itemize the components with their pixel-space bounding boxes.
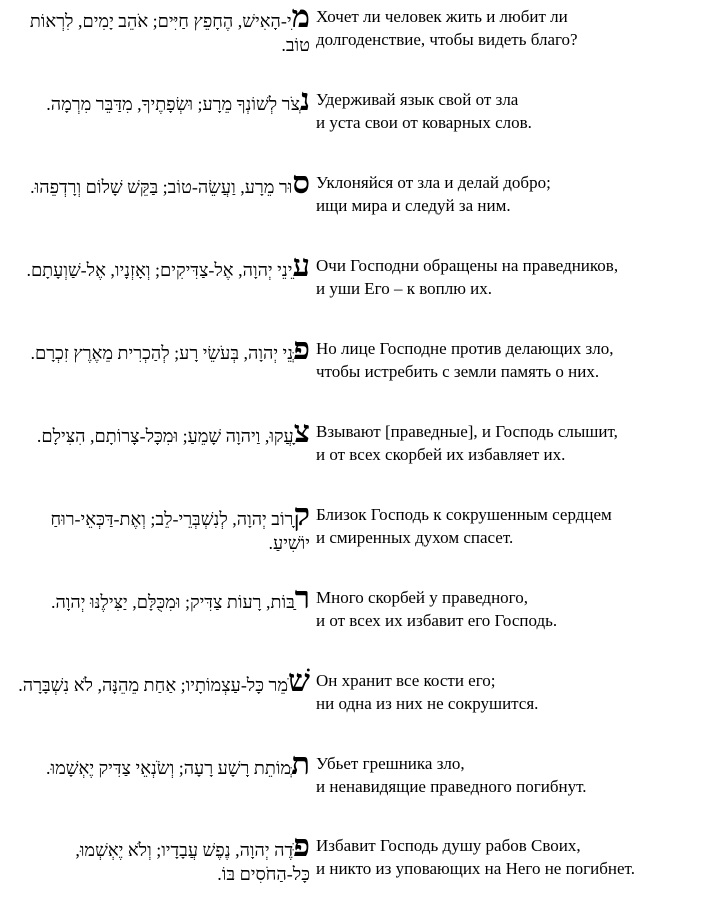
russian-line: Очи Господни обращены на праведников, [316, 256, 619, 275]
russian-line: и от всех их избавит его Господь. [316, 611, 558, 630]
verse-row [0, 248, 701, 336]
russian-line: и ненавидящие праведного погибнут. [316, 777, 587, 796]
russian-line: и уши Его – к воплю их. [316, 279, 493, 298]
hebrew-text: ֹּדֶה יְהוָה, נֶפֶשׁ עֲבָדָיו; וְלֹא יֶאְשְׁמוּ, כָּל-הַחֹסִים בּוֹ. [75, 840, 310, 884]
hebrew-initial-letter: מ [291, 0, 310, 34]
verse-row [0, 331, 701, 419]
hebrew-initial-letter: ע [292, 248, 310, 283]
hebrew-initial-letter: ת [291, 746, 310, 781]
russian-verse [316, 337, 701, 383]
russian-line: ищи мира и следуй за ним. [316, 196, 511, 215]
hebrew-text: ָרוֹב יְהוָה, לְנִשְׁבְּרֵי-לֵב; וְאֶת-דַּכְּאֵי-רוּחַ יוֹשִׁיעַ. [50, 509, 310, 553]
hebrew-verse [14, 331, 310, 366]
russian-verse [316, 420, 701, 466]
verse-row [0, 165, 701, 253]
russian-line: Убьет грешника зло, [316, 754, 465, 773]
russian-line: Близок Господь к сокрушенным сердцем [316, 505, 612, 524]
russian-line: и от всех скорбей их избавляет их. [316, 445, 566, 464]
hebrew-text: ֵינֵי יְהוָה, אֶל-צַדִּיקִים; וְאָזְנָיו, אֶל-שַׁוְעָתָם. [26, 260, 293, 280]
hebrew-text: ְּנֵי יְהוָה, בְּעֹשֵׂי רָע; לְהַכְרִית מֵאֶרֶץ זִכְרָם. [30, 343, 294, 363]
verse-row [0, 0, 701, 87]
russian-line: чтобы истребить с земли память о них. [316, 362, 600, 381]
russian-verse [316, 669, 701, 715]
russian-verse [316, 834, 701, 880]
hebrew-text: וּר מֵרָע, וַעֲשֵׂה-טוֹב; בַּקֵּשׁ שָׁלוֹם וְרָדְפֵהוּ. [30, 177, 293, 197]
russian-verse [316, 88, 701, 134]
hebrew-verse [14, 580, 310, 615]
hebrew-initial-letter: ר [294, 580, 310, 615]
hebrew-verse [14, 828, 310, 886]
verse-row [0, 580, 701, 668]
hebrew-initial-letter: פ [293, 331, 310, 366]
hebrew-text: ִי-הָאִישׁ, הֶחָפֵץ חַיִּים; אֹהֵב יָמִים, לִרְאוֹת טוֹב. [29, 11, 310, 55]
russian-line: Хочет ли человек жить и любит ли [316, 7, 568, 26]
hebrew-initial-letter: ס [292, 165, 310, 200]
hebrew-initial-letter: פ [293, 828, 310, 863]
verse-row [0, 746, 701, 834]
russian-line: Уклоняйся от зла и делай добро; [316, 173, 551, 192]
hebrew-initial-letter: צ [293, 414, 310, 449]
hebrew-verse [14, 663, 310, 698]
verse-row [0, 497, 701, 585]
verse-row [0, 82, 701, 170]
hebrew-initial-letter: שׁ [288, 663, 310, 698]
hebrew-text: ֹמֵר כָּל-עַצְמוֹתָיו; אַחַת מֵהֵנָּה, לֹא נִשְׁבָּרָה. [18, 675, 289, 695]
russian-line: Но лице Господне против делающих зло, [316, 339, 614, 358]
hebrew-verse [14, 82, 310, 117]
russian-line: Взывают [праведные], и Господь слышит, [316, 422, 618, 441]
verse-row [0, 663, 701, 751]
russian-verse [316, 254, 701, 300]
verse-row [0, 414, 701, 502]
verse-row [0, 828, 701, 916]
russian-line: ни одна из них не сокрушится. [316, 694, 539, 713]
hebrew-verse [14, 414, 310, 449]
russian-line: и никто из уповающих на Него не погибнет. [316, 859, 635, 878]
russian-line: Удерживай язык свой от зла [316, 90, 519, 109]
russian-verse [316, 752, 701, 798]
hebrew-verse [14, 497, 310, 555]
hebrew-verse [14, 0, 310, 57]
russian-verse [316, 586, 701, 632]
hebrew-verse [14, 165, 310, 200]
russian-verse [316, 5, 701, 51]
hebrew-text: ְּמוֹתֵת רָשָׁע רָעָה; וְשֹׂנְאֵי צַדִּיק יֶאְשָׁמוּ. [46, 758, 292, 778]
hebrew-text: ַבּוֹת, רָעוֹת צַדִּיק; וּמִכֻּלָּם, יַצִּילֶנּוּ יְהוָה. [50, 592, 295, 612]
hebrew-verse [14, 248, 310, 283]
russian-line: Много скорбей у праведного, [316, 588, 528, 607]
russian-line: Он хранит все кости его; [316, 671, 496, 690]
russian-verse [316, 503, 701, 549]
russian-line: Избавит Господь душу рабов Своих, [316, 836, 581, 855]
hebrew-text: ְצֹר לְשׁוֹנְךָ מֵרָע; וּשְׂפָתֶיךָ, מִדַּבֵּר מִרְמָה. [46, 94, 300, 114]
russian-line: долгоденствие, чтобы видеть благо? [316, 30, 578, 49]
hebrew-initial-letter: ק [293, 497, 310, 532]
russian-verse [316, 171, 701, 217]
hebrew-text: ָעֲקוּ, וַיהוָה שָׁמֵעַ; וּמִכָּל-צָרוֹתָם, הִצִּילָם. [36, 426, 294, 446]
russian-line: и уста свои от коварных слов. [316, 113, 532, 132]
hebrew-verse [14, 746, 310, 781]
russian-line: и смиренных духом спасет. [316, 528, 514, 547]
hebrew-initial-letter: נ [299, 82, 310, 117]
